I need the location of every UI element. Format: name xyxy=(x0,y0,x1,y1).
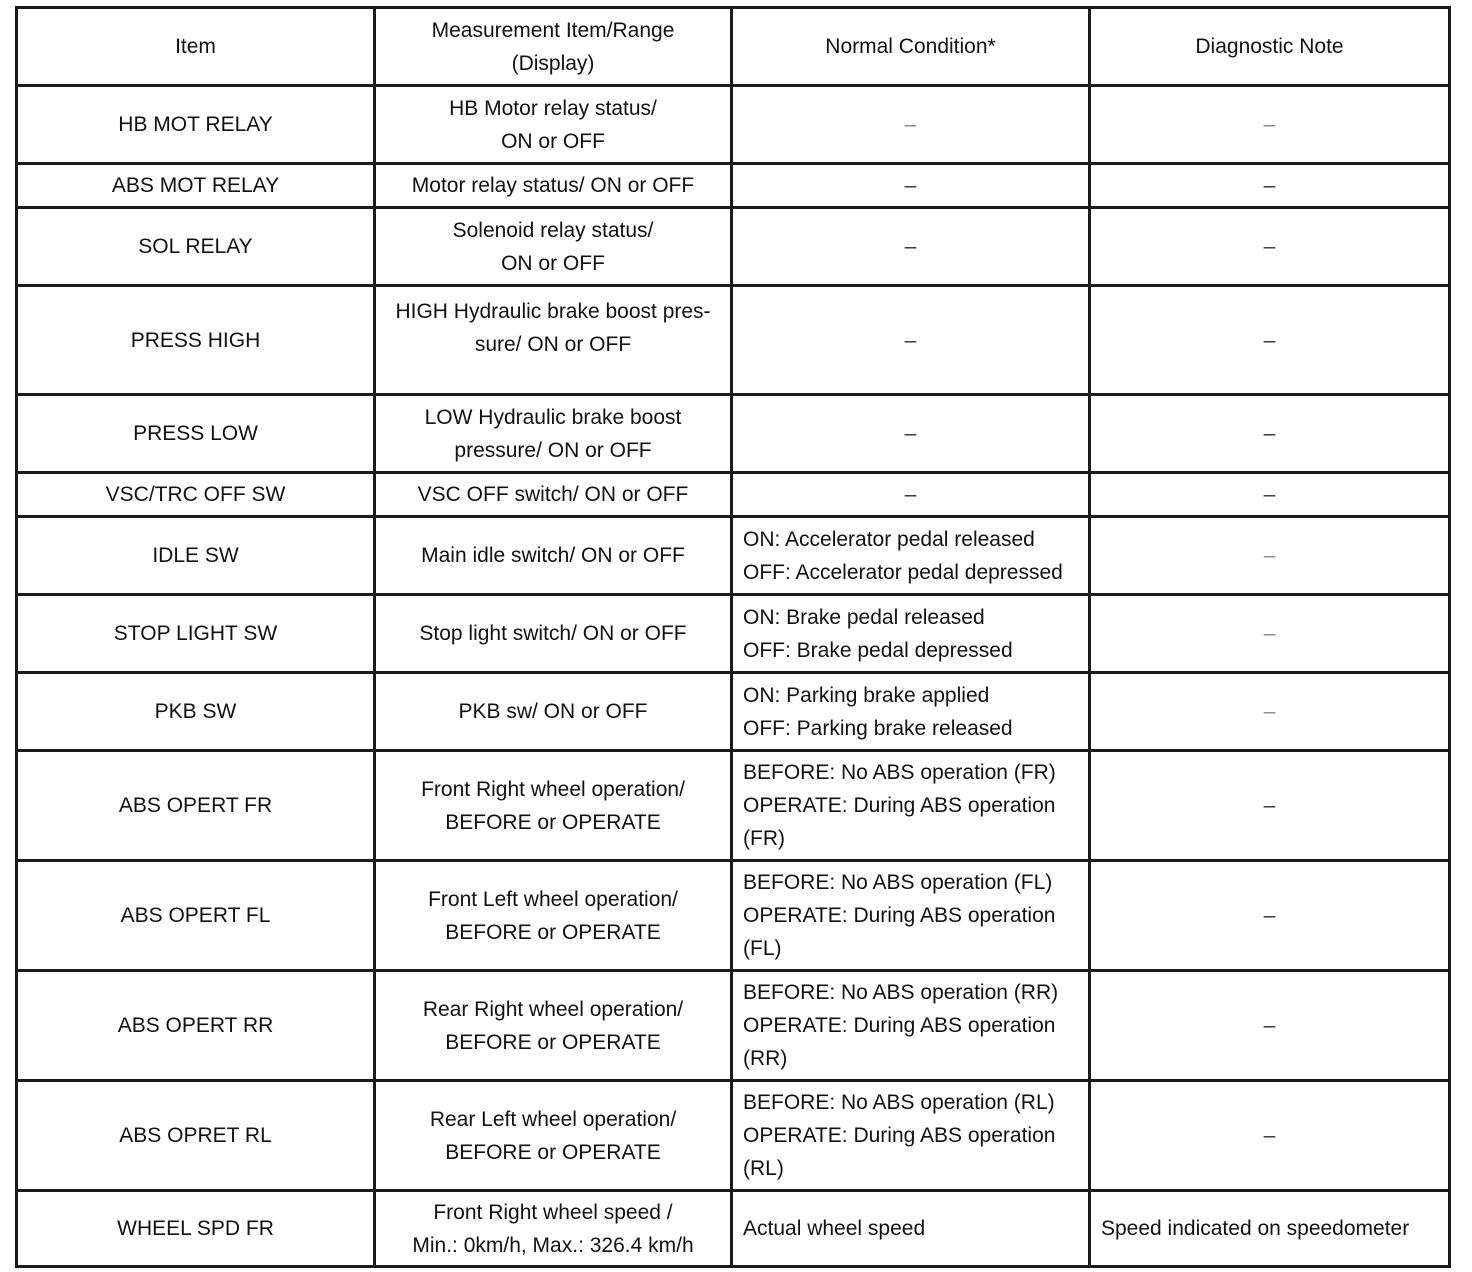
table-row xyxy=(17,208,1450,286)
item-cell: ABS OPERT RR xyxy=(17,971,375,1081)
note-cell: – xyxy=(1090,86,1450,164)
item-cell: PRESS LOW xyxy=(17,395,375,473)
item-cell: IDLE SW xyxy=(17,517,375,595)
item-cell: STOP LIGHT SW xyxy=(17,595,375,673)
table-row xyxy=(17,971,1450,1081)
item-cell: SOL RELAY xyxy=(17,208,375,286)
normal-cell: ON: Accelerator pedal released OFF: Accelerator pedal depressed xyxy=(732,517,1090,595)
table-row xyxy=(17,473,1450,517)
item-cell: VSC/TRC OFF SW xyxy=(17,473,375,517)
header-diagnostic-note: Diagnostic Note xyxy=(1090,8,1450,86)
normal-cell: ON: Brake pedal released OFF: Brake pedal depressed xyxy=(732,595,1090,673)
normal-cell: BEFORE: No ABS operation (FR) OPERATE: During ABS operation (FR) xyxy=(732,751,1090,861)
normal-cell: – xyxy=(732,473,1090,517)
normal-cell: – xyxy=(732,395,1090,473)
normal-cell: – xyxy=(732,164,1090,208)
header-normal-condition: Normal Condition* xyxy=(732,8,1090,86)
note-cell: – xyxy=(1090,208,1450,286)
measurement-cell: Rear Right wheel operation/ BEFORE or OPERATE xyxy=(375,971,732,1081)
table-row xyxy=(17,861,1450,971)
item-cell: PKB SW xyxy=(17,673,375,751)
table-row xyxy=(17,595,1450,673)
item-cell: ABS MOT RELAY xyxy=(17,164,375,208)
normal-cell: – xyxy=(732,86,1090,164)
measurement-cell: Rear Left wheel operation/ BEFORE or OPERATE xyxy=(375,1081,732,1191)
table-row xyxy=(17,164,1450,208)
header-row xyxy=(17,8,1450,86)
note-cell: – xyxy=(1090,595,1450,673)
table-row xyxy=(17,751,1450,861)
table-row xyxy=(17,673,1450,751)
note-cell: – xyxy=(1090,971,1450,1081)
normal-cell: Actual wheel speed xyxy=(732,1191,1090,1267)
measurement-cell: PKB sw/ ON or OFF xyxy=(375,673,732,751)
measurement-cell: HIGH Hydraulic brake boost pres- sure/ ON or OFF xyxy=(375,286,732,395)
table-row xyxy=(17,286,1450,395)
table-row xyxy=(17,86,1450,164)
table-row xyxy=(17,1081,1450,1191)
note-cell: – xyxy=(1090,751,1450,861)
item-cell: ABS OPRET RL xyxy=(17,1081,375,1191)
table-row xyxy=(17,517,1450,595)
measurement-cell: Front Right wheel operation/ BEFORE or OPERATE xyxy=(375,751,732,861)
note-cell: – xyxy=(1090,673,1450,751)
measurement-cell: Stop light switch/ ON or OFF xyxy=(375,595,732,673)
measurement-cell: Solenoid relay status/ ON or OFF xyxy=(375,208,732,286)
table-row xyxy=(17,395,1450,473)
measurement-cell: Front Right wheel speed / Min.: 0km/h, Max.: 326.4 km/h xyxy=(375,1191,732,1267)
normal-cell: ON: Parking brake applied OFF: Parking brake released xyxy=(732,673,1090,751)
note-cell: – xyxy=(1090,164,1450,208)
note-cell: Speed indicated on speedometer xyxy=(1090,1191,1450,1267)
note-cell: – xyxy=(1090,286,1450,395)
note-cell: – xyxy=(1090,473,1450,517)
measurement-cell: LOW Hydraulic brake boost pressure/ ON or OFF xyxy=(375,395,732,473)
measurement-cell: VSC OFF switch/ ON or OFF xyxy=(375,473,732,517)
note-cell: – xyxy=(1090,517,1450,595)
measurement-cell: Main idle switch/ ON or OFF xyxy=(375,517,732,595)
item-cell: ABS OPERT FL xyxy=(17,861,375,971)
normal-cell: BEFORE: No ABS operation (RL) OPERATE: During ABS operation (RL) xyxy=(732,1081,1090,1191)
normal-cell: – xyxy=(732,208,1090,286)
note-cell: – xyxy=(1090,395,1450,473)
item-cell: ABS OPERT FR xyxy=(17,751,375,861)
normal-cell: – xyxy=(732,286,1090,395)
measurement-cell: HB Motor relay status/ ON or OFF xyxy=(375,86,732,164)
normal-cell: BEFORE: No ABS operation (RR) OPERATE: During ABS operation (RR) xyxy=(732,971,1090,1081)
item-cell: WHEEL SPD FR xyxy=(17,1191,375,1267)
measurement-cell: Motor relay status/ ON or OFF xyxy=(375,164,732,208)
normal-cell: BEFORE: No ABS operation (FL) OPERATE: During ABS operation (FL) xyxy=(732,861,1090,971)
item-cell: HB MOT RELAY xyxy=(17,86,375,164)
measurement-cell: Front Left wheel operation/ BEFORE or OPERATE xyxy=(375,861,732,971)
table-row xyxy=(17,1191,1450,1267)
data-table xyxy=(15,6,1451,1268)
header-measurement: Measurement Item/Range (Display) xyxy=(375,8,732,86)
item-cell: PRESS HIGH xyxy=(17,286,375,395)
header-item: Item xyxy=(17,8,375,86)
note-cell: – xyxy=(1090,1081,1450,1191)
note-cell: – xyxy=(1090,861,1450,971)
